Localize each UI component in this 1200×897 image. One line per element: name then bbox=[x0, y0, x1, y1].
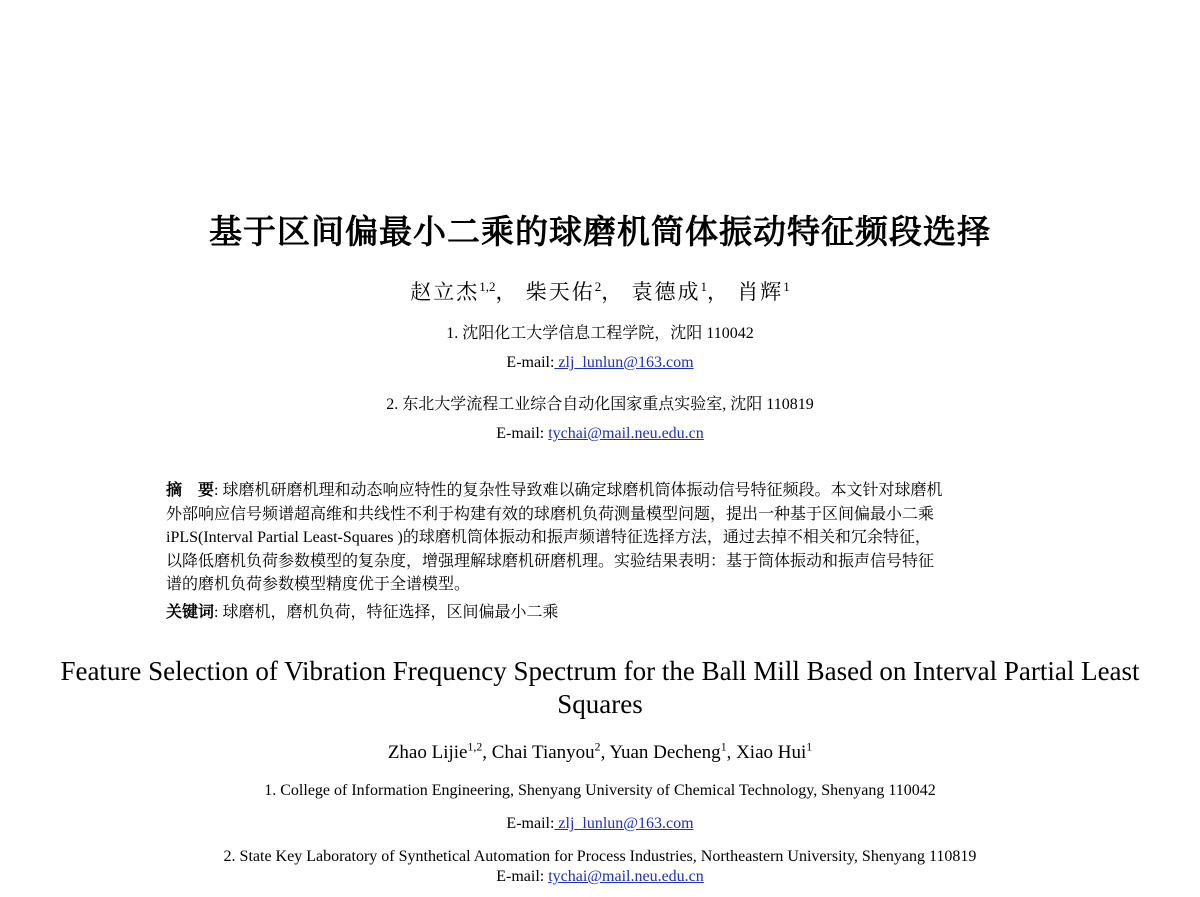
email-label: E-mail: bbox=[506, 815, 555, 832]
author-separator: ， bbox=[707, 280, 731, 304]
author-affiliation-mark: 1,2 bbox=[467, 740, 483, 754]
author-name: 柴天佑 bbox=[525, 280, 595, 304]
author-separator: ， bbox=[495, 280, 519, 304]
author-separator: , bbox=[482, 742, 492, 763]
email-link[interactable]: zlj_lunlun@163.com bbox=[554, 354, 694, 371]
author-name: 赵立杰 bbox=[410, 280, 480, 304]
keywords-text: : 球磨机，磨机负荷，特征选择，区间偏最小二乘 bbox=[214, 604, 559, 621]
chinese-email-2 bbox=[0, 425, 1200, 443]
chinese-abstract bbox=[166, 478, 1046, 597]
chinese-affiliation-1: 1. 沈阳化工大学信息工程学院，沈阳 110042 bbox=[446, 325, 754, 342]
abstract-line: 谱的磨机负荷参数模型精度优于全谱模型。 bbox=[166, 576, 471, 593]
english-email-1 bbox=[0, 815, 1200, 833]
author-affiliation-mark: 2 bbox=[594, 740, 601, 754]
email-label: E-mail: bbox=[496, 425, 549, 442]
author-affiliation-mark: 2 bbox=[594, 279, 602, 294]
author-name: Chai Tianyou bbox=[491, 742, 595, 763]
author-name: Zhao Lijie bbox=[387, 742, 468, 763]
author-name: Yuan Decheng bbox=[609, 742, 721, 763]
author-separator: , bbox=[600, 742, 610, 763]
chinese-email-1 bbox=[0, 354, 1200, 372]
author-name: 肖辉 bbox=[737, 280, 784, 304]
chinese-keywords bbox=[166, 599, 558, 622]
chinese-title: 基于区间偏最小二乘的球磨机筒体振动特征频段选择 bbox=[209, 212, 991, 251]
chinese-author-list bbox=[0, 276, 1200, 306]
email-label: E-mail: bbox=[506, 354, 555, 371]
chinese-affiliation-2: 2. 东北大学流程工业综合自动化国家重点实验室, 沈阳 110819 bbox=[386, 396, 814, 413]
author-name: 袁德成 bbox=[631, 280, 701, 304]
author-separator: , bbox=[726, 742, 737, 763]
author-name: Xiao Hui bbox=[736, 742, 807, 763]
author-separator: ， bbox=[601, 280, 625, 304]
abstract-text: : 球磨机研磨机理和动态响应特性的复杂性导致难以确定球磨机筒体振动信号特征频段。本文针对球磨机 bbox=[214, 482, 943, 499]
english-affiliation-2: 2. State Key Laboratory of Synthetical Automation for Process Industries, Northeastern University, Shenyang 110819 bbox=[223, 848, 977, 865]
abstract-label: 摘 要 bbox=[166, 480, 215, 499]
author-affiliation-mark: 1 bbox=[806, 740, 813, 754]
author-affiliation-mark: 1 bbox=[700, 279, 708, 294]
email-link[interactable]: zlj_lunlun@163.com bbox=[554, 815, 694, 832]
abstract-line bbox=[166, 478, 1046, 503]
english-title: Feature Selection of Vibration Frequency Spectrum for the Ball Mill Based on Interval Partial Least Squares bbox=[60, 656, 1140, 719]
english-author-list bbox=[0, 742, 1200, 764]
english-email-2 bbox=[0, 868, 1200, 886]
abstract-line: 外部响应信号频谱超高维和共线性不利于构建有效的球磨机负荷测量模型问题，提出一种基于区间偏最小二乘 bbox=[166, 505, 935, 523]
english-affiliation-1: 1. College of Information Engineering, Shenyang University of Chemical Technology, Shenyang 110042 bbox=[264, 782, 936, 799]
email-label: E-mail: bbox=[496, 868, 549, 885]
email-link[interactable]: tychai@mail.neu.edu.cn bbox=[548, 868, 704, 885]
author-affiliation-mark: 1,2 bbox=[479, 279, 496, 294]
keywords-label: 关键词 bbox=[166, 602, 215, 621]
email-link[interactable]: tychai@mail.neu.edu.cn bbox=[548, 425, 704, 442]
author-affiliation-mark: 1 bbox=[720, 740, 727, 754]
abstract-line: 以降低磨机负荷参数模型的复杂度，增强理解球磨机研磨机理。实验结果表明：基于筒体振动和振声信号特征 bbox=[166, 552, 935, 570]
abstract-line: iPLS(Interval Partial Least-Squares )的球磨机筒体振动和振声频谱特征选择方法，通过去掉不相关和冗余特征， bbox=[166, 529, 931, 546]
author-affiliation-mark: 1 bbox=[783, 279, 790, 294]
